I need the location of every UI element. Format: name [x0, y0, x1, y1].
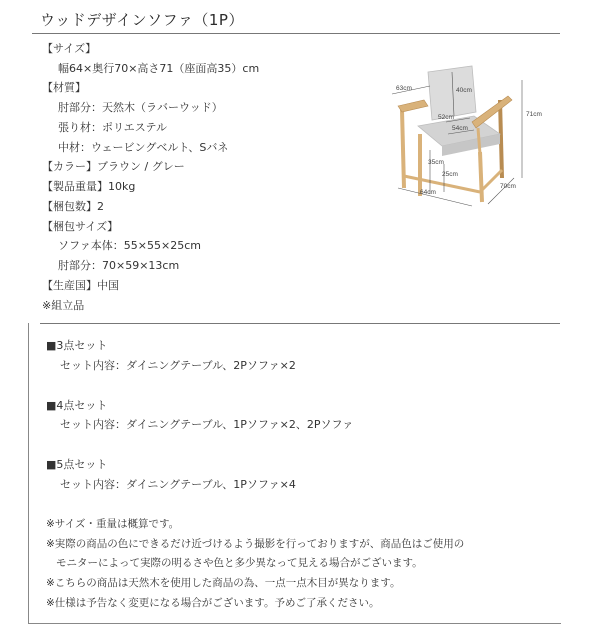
- material-upholstery: 張り材：ポリエステル: [58, 121, 168, 134]
- weight-spec: 【製品重量】10kg: [42, 180, 136, 193]
- set-3-heading: ■3点セット: [46, 339, 108, 352]
- total-height-label: 71cm: [526, 111, 542, 118]
- set-4-contents: セット内容：ダイニングテーブル、1Pソファ×2、2Pソファ: [60, 418, 354, 431]
- right-arm-support: [478, 128, 480, 154]
- arm-floor-label: 25cm: [442, 171, 458, 178]
- set-5-contents: セット内容：ダイニングテーブル、1Pソファ×4: [60, 478, 296, 491]
- arm-width-label: 63cm: [396, 85, 412, 92]
- material-heading: 【材質】: [42, 81, 86, 94]
- package-size-heading: 【梱包サイズ】: [42, 220, 119, 233]
- set-4-heading: ■4点セット: [46, 399, 108, 412]
- note-wood-grain: ※こちらの商品は天然木を使用した商品の為、一点一点木目が異なります。: [46, 577, 401, 589]
- size-value: 幅64×奥行70×高さ71（座面高35）cm: [58, 62, 260, 75]
- note-size-weight: ※サイズ・重量は概算です。: [46, 518, 180, 530]
- note-spec-change: ※仕様は予告なく変更になる場合がございます。予めご了承ください。: [46, 597, 380, 609]
- width-label: 64cm: [420, 189, 436, 196]
- material-arm: 肘部分：天然木（ラバーウッド）: [58, 101, 223, 114]
- sofa-dimension-diagram: [390, 60, 570, 210]
- title-divider: [32, 33, 560, 34]
- set-5-heading: ■5点セット: [46, 458, 108, 471]
- set-3-contents: セット内容：ダイニングテーブル、2Pソファ×2: [60, 359, 296, 372]
- note-color-2: モニターによって実際の明るさや色と多少異なって見える場合がございます。: [56, 557, 423, 569]
- seat-depth-label: 52cm: [438, 114, 454, 121]
- back-left-leg: [402, 110, 404, 188]
- color-spec: 【カラー】ブラウン / グレー: [42, 160, 185, 173]
- depth-label: 70cm: [500, 183, 516, 190]
- seat-width-label: 54cm: [452, 125, 468, 132]
- left-arm: [398, 100, 428, 112]
- side-stretcher: [482, 170, 502, 190]
- back-height-label: 40cm: [456, 87, 472, 94]
- page-title: ウッドデザインソファ（1P）: [40, 11, 244, 29]
- package-count-spec: 【梱包数】2: [42, 200, 104, 213]
- seat-height-label: 35cm: [428, 159, 444, 166]
- assembly-note: ※組立品: [42, 299, 85, 312]
- note-color-1: ※実際の商品の色にできるだけ近づけるよう撮影を行っておりますが、商品色はご使用の: [46, 538, 465, 550]
- material-core: 中材：ウェービングベルト、Sバネ: [58, 141, 229, 154]
- front-right-leg: [480, 152, 482, 202]
- front-stretcher: [404, 176, 480, 192]
- package-body-size: ソファ本体：55×55×25cm: [58, 239, 201, 252]
- sofa-illustration: [390, 60, 570, 210]
- origin-spec: 【生産国】中国: [42, 279, 119, 292]
- right-arm: [472, 96, 512, 128]
- back-right-leg: [500, 100, 502, 178]
- size-heading: 【サイズ】: [42, 42, 97, 55]
- package-arm-size: 肘部分：70×59×13cm: [58, 259, 180, 272]
